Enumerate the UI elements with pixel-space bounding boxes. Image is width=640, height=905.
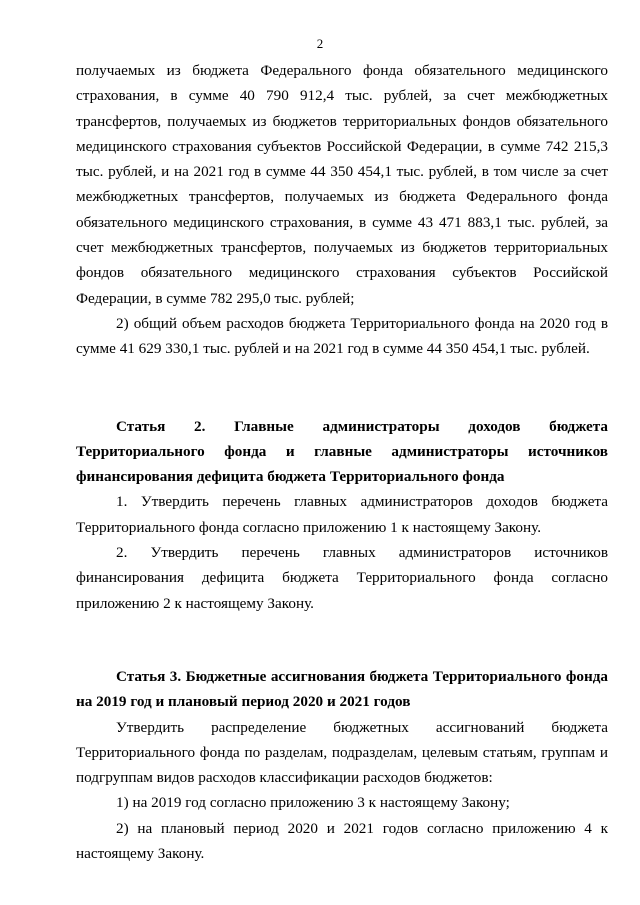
page-number: 2 [316, 36, 324, 51]
article-3-item-intro: Утвердить распределение бюджетных ассигнований бюджета Территориального фонда по разделам, подразделам, целевым статьям, группам и подгруппам видов расходов классификации расходов бюджетов: [76, 718, 608, 787]
section-gap [76, 616, 608, 664]
document-body [76, 58, 608, 866]
section-gap [76, 362, 608, 414]
article-3-heading: Статья 3. Бюджетные ассигнования бюджета Территориального фонда на 2019 год и плановый период 2020 и 2021 годов [76, 667, 608, 711]
article-2-item-2: 2. Утвердить перечень главных администраторов источников финансирования дефицита бюджета Территориального фонда согласно приложению 2 к настоящему Закону. [76, 544, 608, 612]
article-3-item-2: 2) на плановый период 2020 и 2021 годов согласно приложению 4 к настоящему Закону. [76, 819, 608, 863]
article-2-heading: Статья 2. Главные администраторы доходов бюджета Территориального фонда и главные администраторы источников финансирования дефицита бюджета Территориального фонда [76, 417, 608, 486]
paragraph-total-expenses: 2) общий объем расходов бюджета Территориального фонда на 2020 год в сумме 41 629 330,1 тыс. рублей и на 2021 год в сумме 44 350 454,1 тыс. рублей. [76, 314, 608, 358]
article-3-item-1: 1) на 2019 год согласно приложению 3 к настоящему Закону; [116, 794, 510, 812]
paragraph-continuation: получаемых из бюджета Федерального фонда обязательного медицинского страхования, в сумме 40 790 912,4 тыс. рублей, за счет межбюджетных трансфертов, получаемых из бюджетов территориальных фондов обязательного медицинского страхования субъектов Российской Федерации, в сумме 742 215,3 тыс. рублей, и на 2021 год в сумме 44 350 454,1 тыс. рублей, в том числе за счет межбюджетных трансфертов, получаемых из бюджета Федерального фонда обязательного медицинского страхования, в сумме 43 471 883,1 тыс. рублей, за счет межбюджетных трансфертов, получаемых из бюджетов территориальных фондов обязательного медицинского страхования субъектов Российской Федерации, в сумме 782 295,0 тыс. рублей; [76, 62, 608, 307]
article-2-item-1: 1. Утвердить перечень главных администраторов доходов бюджета Территориального фонда согласно приложению 1 к настоящему Закону. [76, 493, 608, 536]
